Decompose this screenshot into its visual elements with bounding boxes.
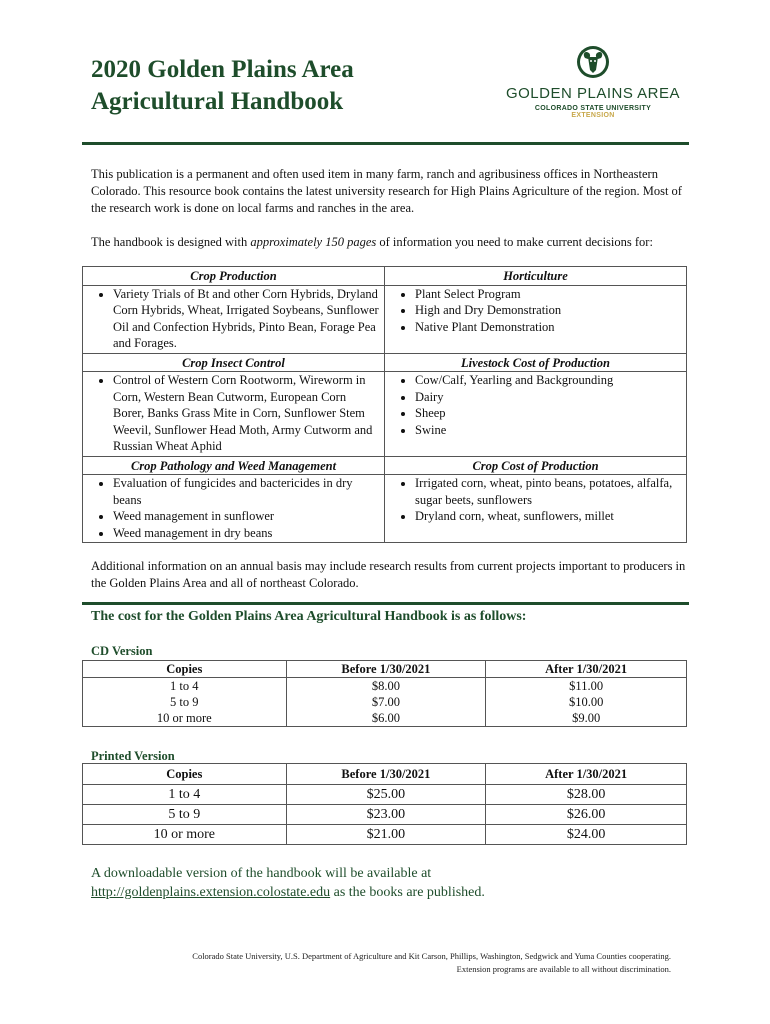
table-cell: 10 or more [83,710,287,727]
intro-text-after: of information you need to make current decisions for: [376,235,653,249]
printed-version-label: Printed Version [91,749,175,763]
list-item: • Irrigated corn, wheat, pinto beans, potatoes, alfalfa, sugar beets, sunflowers [415,475,682,508]
download-line-1: A downloadable version of the handbook will be available at [91,866,432,881]
list-item: • Dryland corn, wheat, sunflowers, millet [415,508,682,525]
table-cell: $24.00 [486,825,687,845]
table-cell: $21.00 [286,825,486,845]
table-cell: $8.00 [286,678,486,695]
logo-extension-text: EXTENSION [571,112,615,119]
crop-production-heading: Crop Production [83,267,385,286]
table-row [83,694,687,710]
intro-text-before: The handbook is designed with [91,235,251,249]
list-item: • Control of Western Corn Rootworm, Wireworm in Corn, Western Bean Cutworm, European Corn Borer, Banks Grass Mite in Corn, Sunflower Stem Weevil, Sunflower Head Moth, Army Cutworm and Russian Wheat Aphid [113,372,380,455]
logo-main-text: GOLDEN PLAINS AREA [505,85,681,102]
table-cell: 5 to 9 [83,694,287,710]
footer-line-1: Colorado State University, U.S. Department of Agriculture and Kit Carson, Phillips, Washington, Sedgwick and Yuma Counties cooperating. [192,951,671,961]
crop-insect-heading: Crop Insect Control [83,353,385,372]
list-item: • High and Dry Demonstration [415,302,682,319]
livestock-cell [385,372,687,457]
download-note [91,864,485,902]
table-cell: $9.00 [486,710,687,727]
table-cell: 5 to 9 [83,805,287,825]
livestock-heading: Livestock Cost of Production [385,353,687,372]
printed-price-table [82,763,687,845]
list-item: • Sheep [415,405,682,422]
list-item: • Weed management in sunflower [113,508,380,525]
table-header: Before 1/30/2021 [286,764,486,785]
title-line-2: Agricultural Handbook [91,88,344,115]
table-cell: $11.00 [486,678,687,695]
table-header: Copies [83,764,287,785]
page-title [91,54,354,118]
table-header: After 1/30/2021 [486,764,687,785]
horticulture-heading: Horticulture [385,267,687,286]
crop-production-cell [83,285,385,353]
handbook-download-link[interactable]: http://goldenplains.extension.colostate.edu [91,885,331,900]
table-row [83,805,687,825]
table-row [83,710,687,727]
table-cell: $6.00 [286,710,486,727]
table-header: Before 1/30/2021 [286,661,486,678]
topics-table [82,266,687,543]
cost-title: The cost for the Golden Plains Area Agricultural Handbook is as follows: [91,609,527,624]
list-item: • Plant Select Program [415,286,682,303]
table-header: After 1/30/2021 [486,661,687,678]
golden-plains-logo [500,44,686,119]
title-line-1: 2020 Golden Plains Area [91,56,354,83]
ram-emblem-icon [576,44,610,80]
table-cell: $25.00 [286,785,486,805]
list-item: • Cow/Calf, Yearling and Backgrounding [415,372,682,389]
crop-insect-cell [83,372,385,457]
crop-cost-cell [385,475,687,543]
table-cell: $7.00 [286,694,486,710]
table-header: Copies [83,661,287,678]
crop-pathology-cell [83,475,385,543]
list-item: • Dairy [415,389,682,406]
crop-cost-heading: Crop Cost of Production [385,456,687,475]
list-item: • Evaluation of fungicides and bactericides in dry beans [113,475,380,508]
footer-line-2: Extension programs are available to all without discrimination. [456,964,671,974]
list-item: • Swine [415,422,682,439]
table-row [83,785,687,805]
table-cell: $23.00 [286,805,486,825]
table-cell: 1 to 4 [83,678,287,695]
additional-info: Additional information on an annual basis may include research results from current projects important to producers in the Golden Plains Area and all of northeast Colorado. [91,559,686,590]
table-row [83,825,687,845]
table-cell: $10.00 [486,694,687,710]
header-divider [82,142,689,145]
footer [91,950,671,976]
table-cell: 1 to 4 [83,785,287,805]
list-item: • Variety Trials of Bt and other Corn Hybrids, Dryland Corn Hybrids, Wheat, Irrigated Soybeans, Sunflower Oil and Confection Hybrids, Pinto Bean, Forage Pea and Forages. [113,286,380,352]
cd-version-label: CD Version [91,644,153,658]
horticulture-cell [385,285,687,353]
table-cell: $26.00 [486,805,687,825]
table-row [83,678,687,695]
table-cell: $28.00 [486,785,687,805]
intro-paragraph-2 [91,234,695,251]
logo-university-text: COLORADO STATE UNIVERSITY [534,105,652,112]
intro-page-count: approximately 150 pages [250,235,377,249]
download-line-2: as the books are published. [330,885,485,900]
crop-pathology-heading: Crop Pathology and Weed Management [83,456,385,475]
list-item: • Weed management in dry beans [113,525,380,542]
table-cell: 10 or more [83,825,287,845]
cost-divider [82,602,689,605]
intro-paragraph: This publication is a permanent and often used item in many farm, ranch and agribusiness offices in Northeastern Colorado. This resource book contains the latest university research for High Plains Agriculture of the region. Most of the research work is done on local farms and ranches in the area. [91,167,682,215]
list-item: • Native Plant Demonstration [415,319,682,336]
cd-price-table [82,660,687,727]
